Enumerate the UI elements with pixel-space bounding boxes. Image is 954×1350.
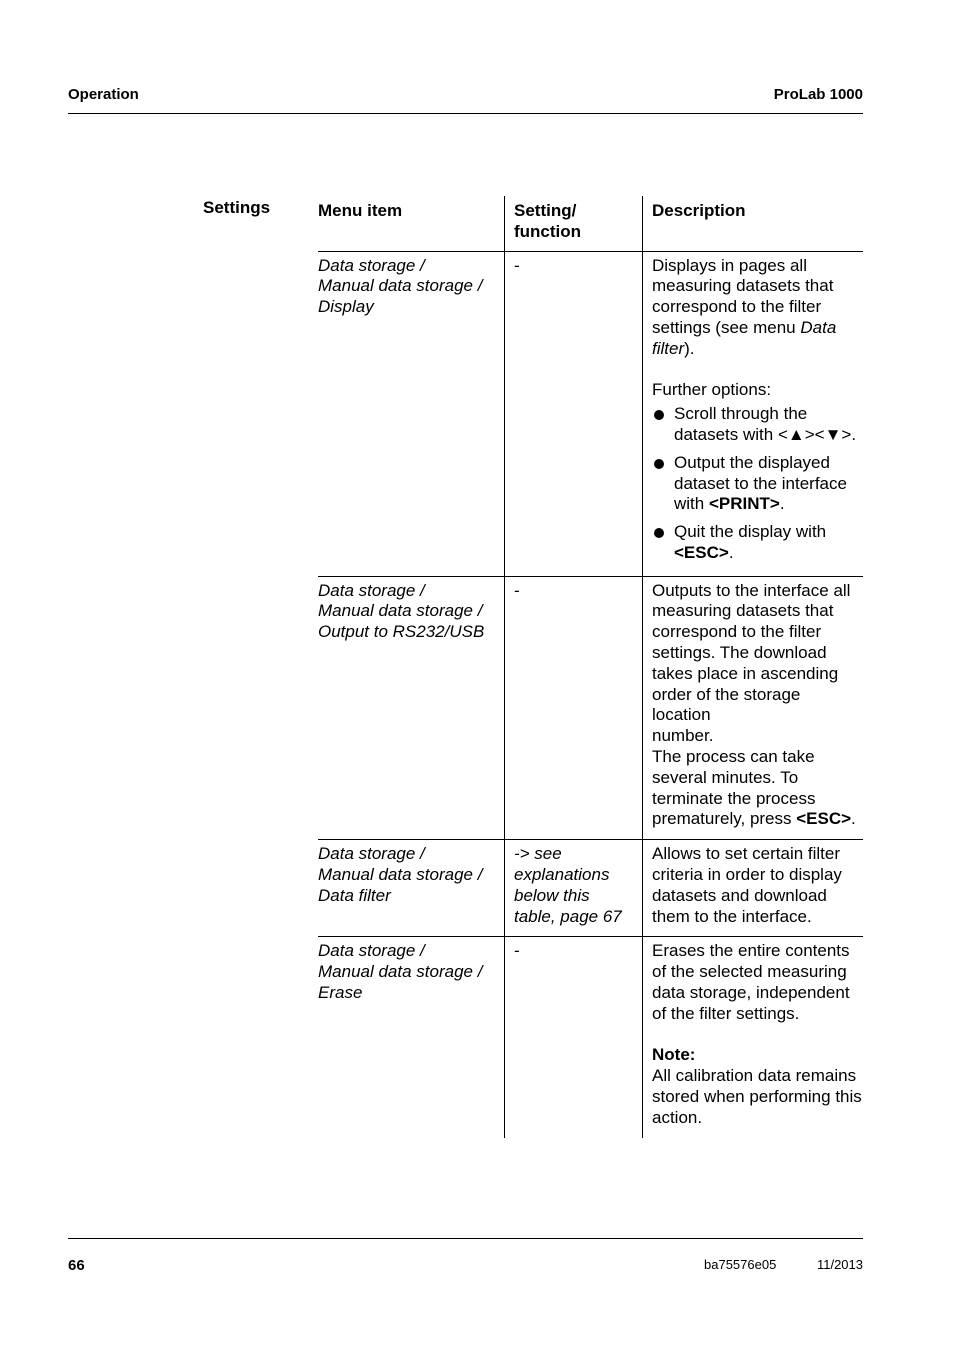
description-line [652, 339, 863, 360]
bullet-icon [654, 528, 664, 538]
description-line: of the filter settings. [652, 1003, 800, 1023]
note-line: stored when performing this [652, 1086, 862, 1106]
description-line [652, 318, 863, 339]
setting-line: explanations [514, 864, 610, 884]
setting-cell: - [505, 937, 643, 1138]
section-label: Settings [203, 198, 271, 217]
menu-path-line: Erase [318, 982, 363, 1002]
description-line: measuring datasets that [652, 276, 834, 296]
col-header-setting [505, 196, 643, 251]
table-row [318, 937, 863, 1138]
list-item-text: Quit the display with [674, 522, 827, 542]
esc-key-label: <ESC> [796, 809, 852, 829]
document-id: ba75576e05 [704, 1257, 777, 1272]
list-item-text: >. [841, 424, 857, 444]
setting-cell [505, 840, 643, 937]
note-label: Note: [652, 1045, 696, 1065]
header-rule [68, 113, 863, 114]
list-item-text [674, 494, 863, 515]
description-line: Displays in pages all [652, 255, 807, 275]
menu-path-line: Manual data storage / [318, 276, 483, 296]
description-line: datasets and download [652, 885, 827, 905]
down-arrow-key-icon: ▼ [824, 424, 842, 444]
col-header-setting-line2: function [514, 221, 582, 241]
description-line: terminate the process [652, 788, 816, 808]
bullet-icon [654, 410, 664, 420]
description-line: measuring datasets that [652, 601, 834, 621]
menu-path-line: Manual data storage / [318, 601, 483, 621]
menu-path-line: Manual data storage / [318, 864, 483, 884]
list-item-text: dataset to the interface [674, 473, 847, 493]
menu-ref-text: Data [800, 317, 837, 337]
esc-key-label: <ESC> [674, 542, 729, 562]
list-item [652, 522, 863, 564]
description-cell [643, 937, 864, 1138]
description-line: criteria in order to display [652, 864, 842, 884]
col-header-description: Description [643, 196, 864, 251]
setting-line: below this [514, 885, 590, 905]
list-item [652, 404, 863, 446]
bullet-icon [654, 459, 664, 469]
list-item-text: Scroll through the [674, 404, 808, 424]
description-text: . [851, 809, 856, 829]
menu-path-line: Output to RS232/USB [318, 622, 485, 642]
menu-path-line: Data storage / [318, 844, 425, 864]
description-line: order of the storage location [652, 684, 801, 725]
description-cell [643, 576, 864, 840]
table-header-row [318, 196, 863, 251]
description-line: them to the interface. [652, 906, 812, 926]
menu-ref-text: filter [652, 338, 685, 358]
menu-item-cell [318, 937, 505, 1138]
menu-path-line: Data storage / [318, 580, 425, 600]
description-text: settings (see menu [652, 317, 801, 337]
menu-path-line: Data storage / [318, 255, 425, 275]
description-line: data storage, independent [652, 982, 850, 1002]
list-item-text: datasets with < [674, 424, 788, 444]
note-line: All calibration data remains [652, 1066, 857, 1086]
settings-table [318, 196, 863, 1138]
menu-item-cell [318, 576, 505, 840]
description-cell [643, 251, 864, 576]
description-line: number. [652, 726, 714, 746]
page-reference-link[interactable]: table, page 67 [514, 906, 622, 926]
options-list [652, 404, 863, 564]
list-item-text [674, 543, 863, 564]
table-row [318, 840, 863, 937]
page-number: 66 [68, 1257, 85, 1274]
description-text: ). [684, 338, 695, 358]
description-line: of the selected measuring [652, 962, 847, 982]
description-line: settings. The download [652, 642, 827, 662]
up-arrow-key-icon: ▲ [787, 424, 805, 444]
list-item-text [674, 425, 863, 446]
footer-rule [68, 1238, 863, 1239]
print-key-label: <PRINT> [708, 494, 780, 514]
description-cell [643, 840, 864, 937]
list-item-text: . [728, 542, 734, 562]
menu-item-cell [318, 840, 505, 937]
description-line: Erases the entire contents [652, 941, 850, 961]
description-line: correspond to the filter [652, 297, 822, 317]
setting-line: -> see [514, 844, 562, 864]
setting-cell: - [505, 251, 643, 576]
description-line: Outputs to the interface all [652, 580, 851, 600]
document-date: 11/2013 [816, 1257, 863, 1272]
description-text: prematurely, press [652, 809, 797, 829]
description-line: The process can take [652, 746, 815, 766]
table-row [318, 251, 863, 576]
col-header-menu-item: Menu item [318, 201, 403, 220]
menu-path-line: Data filter [318, 885, 391, 905]
setting-cell: - [505, 576, 643, 840]
paragraph-gap [652, 1025, 863, 1046]
header-product-name: ProLab 1000 [773, 86, 863, 103]
col-header-setting-line1: Setting/ [514, 201, 577, 220]
list-item [652, 453, 863, 515]
list-item-text: . [779, 494, 785, 514]
description-line [652, 809, 863, 830]
header-section-title: Operation [68, 86, 139, 103]
note-line: action. [652, 1107, 703, 1127]
further-options-label: Further options: [652, 380, 772, 400]
description-line: takes place in ascending [652, 663, 839, 683]
list-item-text: Output the displayed [674, 452, 830, 472]
list-item-text: with [674, 494, 709, 514]
menu-path-line: Display [318, 297, 374, 317]
description-line: correspond to the filter [652, 622, 822, 642]
menu-path-line: Data storage / [318, 941, 425, 961]
menu-item-cell [318, 251, 505, 576]
menu-path-line: Manual data storage / [318, 962, 483, 982]
paragraph-gap [652, 360, 863, 381]
list-item-text: >< [804, 424, 825, 444]
description-line: Allows to set certain filter [652, 844, 841, 864]
table-row [318, 576, 863, 840]
description-line: several minutes. To [652, 767, 799, 787]
